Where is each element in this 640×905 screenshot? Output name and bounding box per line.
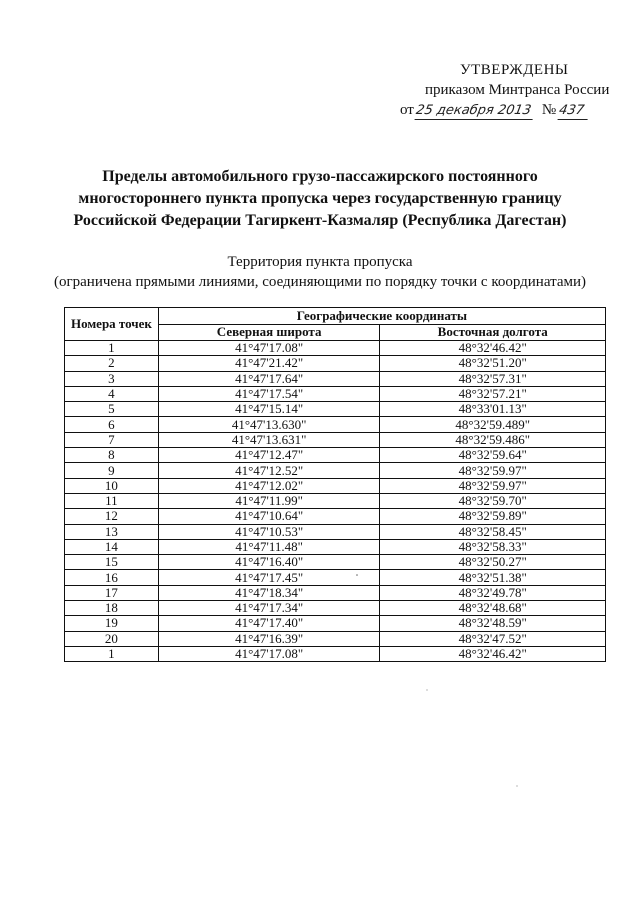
longitude-cell: 48°32'59.70"	[380, 493, 606, 508]
number-label: №	[541, 102, 557, 118]
point-number-cell: 1	[65, 341, 159, 356]
longitude-cell: 48°32'51.20"	[380, 356, 606, 371]
point-number-cell: 11	[65, 493, 159, 508]
latitude-cell: 41°47'12.52"	[158, 463, 380, 478]
longitude-cell: 48°32'58.45"	[380, 524, 606, 539]
table-row	[65, 601, 606, 616]
point-number-cell: 10	[65, 478, 159, 493]
longitude-cell: 48°33'01.13"	[380, 402, 606, 417]
longitude-cell: 48°32'57.31"	[380, 371, 606, 386]
latitude-cell: 41°47'11.99"	[158, 493, 380, 508]
heading-line-2: многостороннего пункта пропуска через государственную границу	[78, 190, 562, 207]
longitude-cell: 48°32'51.38"	[380, 570, 606, 585]
point-number-cell: 2	[65, 356, 159, 371]
point-number-cell: 1	[65, 646, 159, 661]
document-heading	[60, 166, 580, 232]
latitude-cell: 41°47'16.39"	[158, 631, 380, 646]
point-number-cell: 5	[65, 402, 159, 417]
point-number-cell: 13	[65, 524, 159, 539]
latitude-cell: 41°47'21.42"	[158, 356, 380, 371]
latitude-cell: 41°47'16.40"	[158, 555, 380, 570]
table-row	[65, 371, 606, 386]
latitude-cell: 41°47'11.48"	[158, 539, 380, 554]
table-row	[65, 555, 606, 570]
subheading-line-1: Территория пункта пропуска	[227, 254, 413, 270]
longitude-cell: 48°32'48.59"	[380, 616, 606, 631]
table-row	[65, 341, 606, 356]
table-row	[65, 570, 606, 585]
header-geo-coordinates: Географические координаты	[158, 308, 605, 325]
longitude-cell: 48°32'46.42"	[380, 341, 606, 356]
table-row	[65, 463, 606, 478]
approval-block	[400, 60, 620, 120]
table-row	[65, 478, 606, 493]
longitude-cell: 48°32'57.21"	[380, 386, 606, 401]
point-number-cell: 20	[65, 631, 159, 646]
table-row	[65, 524, 606, 539]
table-row	[65, 493, 606, 508]
latitude-cell: 41°47'17.40"	[158, 616, 380, 631]
table-row	[65, 585, 606, 600]
point-number-cell: 15	[65, 555, 159, 570]
heading-line-1: Пределы автомобильного грузо-пассажирского постоянного	[102, 168, 538, 185]
header-latitude: Северная широта	[158, 324, 380, 341]
latitude-cell: 41°47'17.54"	[158, 386, 380, 401]
longitude-cell: 48°32'47.52"	[380, 631, 606, 646]
point-number-cell: 14	[65, 539, 159, 554]
table-row	[65, 631, 606, 646]
point-number-cell: 4	[65, 386, 159, 401]
territory-subheading	[40, 252, 600, 292]
longitude-cell: 48°32'59.64"	[380, 448, 606, 463]
longitude-cell: 48°32'50.27"	[380, 555, 606, 570]
longitude-cell: 48°32'46.42"	[380, 646, 606, 661]
approval-order-line: приказом Минтранса России	[425, 82, 610, 98]
latitude-cell: 41°47'17.08"	[158, 341, 380, 356]
handwritten-number: 437	[558, 103, 591, 120]
latitude-cell: 41°47'17.45"	[158, 570, 380, 585]
point-number-cell: 19	[65, 616, 159, 631]
latitude-cell: 41°47'17.34"	[158, 601, 380, 616]
table-row	[65, 646, 606, 661]
heading-line-3: Российской Федерации Тагиркент-Казмаляр (Республика Дагестан)	[73, 212, 567, 229]
point-number-cell: 17	[65, 585, 159, 600]
point-number-cell: 16	[65, 570, 159, 585]
latitude-cell: 41°47'12.47"	[158, 448, 380, 463]
longitude-cell: 48°32'59.97"	[380, 463, 606, 478]
table-row	[65, 356, 606, 371]
point-number-cell: 6	[65, 417, 159, 432]
point-number-cell: 7	[65, 432, 159, 447]
coordinates-table	[64, 307, 606, 662]
longitude-cell: 48°32'49.78"	[380, 585, 606, 600]
table-row	[65, 448, 606, 463]
longitude-cell: 48°32'58.33"	[380, 539, 606, 554]
latitude-cell: 41°47'17.08"	[158, 646, 380, 661]
table-row	[65, 402, 606, 417]
longitude-cell: 48°32'59.97"	[380, 478, 606, 493]
header-point-number: Номера точек	[65, 308, 159, 341]
latitude-cell: 41°47'13.631"	[158, 432, 380, 447]
point-number-cell: 12	[65, 509, 159, 524]
longitude-cell: 48°32'59.486"	[380, 432, 606, 447]
longitude-cell: 48°32'59.89"	[380, 509, 606, 524]
point-number-cell: 18	[65, 601, 159, 616]
approval-date-line	[400, 100, 620, 120]
table-row	[65, 417, 606, 432]
handwritten-date: 25 декабря 2013	[414, 103, 535, 120]
latitude-cell: 41°47'10.53"	[158, 524, 380, 539]
header-longitude: Восточная долгота	[380, 324, 606, 341]
approval-title: УТВЕРЖДЕНЫ	[460, 62, 569, 78]
latitude-cell: 41°47'10.64"	[158, 509, 380, 524]
table-row	[65, 509, 606, 524]
table-row	[65, 386, 606, 401]
latitude-cell: 41°47'15.14"	[158, 402, 380, 417]
longitude-cell: 48°32'59.489"	[380, 417, 606, 432]
from-label: от	[400, 102, 414, 118]
latitude-cell: 41°47'12.02"	[158, 478, 380, 493]
longitude-cell: 48°32'48.68"	[380, 601, 606, 616]
point-number-cell: 8	[65, 448, 159, 463]
latitude-cell: 41°47'17.64"	[158, 371, 380, 386]
point-number-cell: 9	[65, 463, 159, 478]
latitude-cell: 41°47'13.630"	[158, 417, 380, 432]
table-row	[65, 539, 606, 554]
point-number-cell: 3	[65, 371, 159, 386]
table-row	[65, 432, 606, 447]
subheading-line-2: (ограничена прямыми линиями, соединяющими по порядку точки с координатами)	[53, 274, 587, 290]
latitude-cell: 41°47'18.34"	[158, 585, 380, 600]
table-row	[65, 616, 606, 631]
